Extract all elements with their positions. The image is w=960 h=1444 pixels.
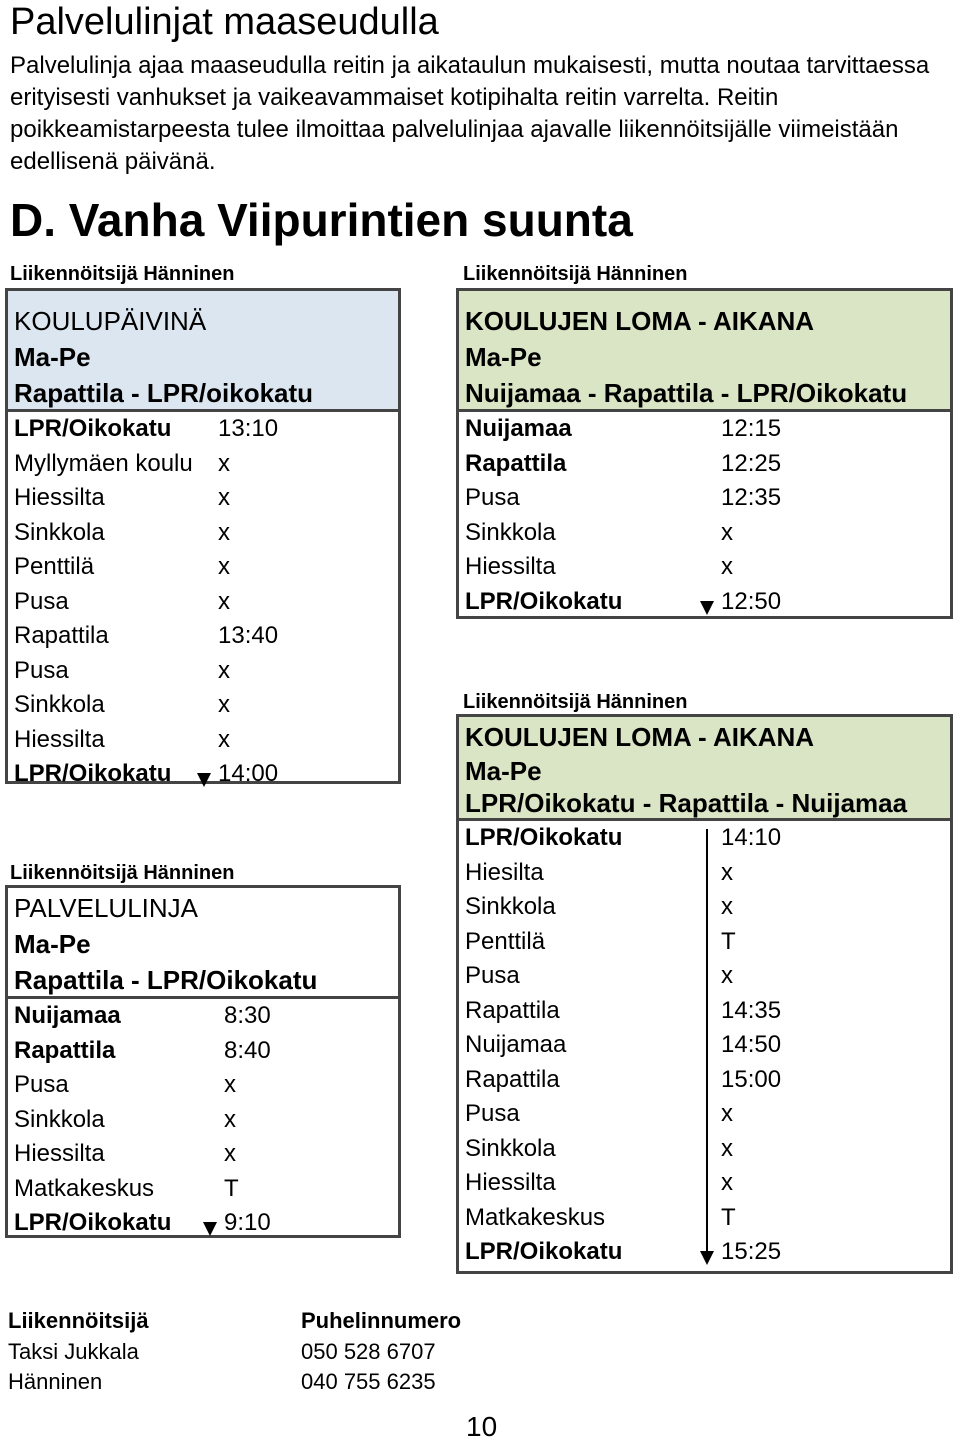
stop-name: Sinkkola [14,518,105,546]
timetable-heading: PALVELULINJA [14,893,199,923]
stop-name: Rapattila [465,1065,560,1093]
timetable-header [8,888,398,999]
stop-name: Penttilä [465,927,546,955]
timetable-body [459,412,950,619]
stop-time: 12:15 [721,415,782,442]
stop-name: Rapattila [465,449,567,477]
timetable-days: Ma-Pe [465,342,542,372]
timetable-header [459,291,950,412]
table-row [8,1137,398,1172]
stop-time: x [224,1071,236,1098]
direction-line [706,829,708,1253]
table-row [459,481,950,516]
table-row [459,994,950,1029]
stop-name: LPR/Oikokatu [14,760,172,787]
table-row [459,1028,950,1063]
stop-name: Sinkkola [465,518,556,546]
stop-time: x [218,449,230,477]
table-row [8,481,398,516]
timetable-route: Rapattila - LPR/oikokatu [14,378,314,408]
stop-time: 12:25 [721,449,782,477]
table-row [8,516,398,551]
table-row [8,447,398,482]
stop-time: 14:00 [218,760,279,787]
timetable-school-days [5,288,401,787]
operator-label: Liikennöitsijä Hänninen [463,691,688,713]
stop-name: Pusa [465,962,520,989]
stop-time: x [721,1134,733,1162]
stop-name: Hiessilta [14,484,105,511]
timetable-header [459,717,950,821]
stop-name: Rapattila [14,1036,116,1064]
table-row [8,619,398,654]
table-row [459,1166,950,1201]
stop-name: Sinkkola [465,893,556,920]
table-row [8,1034,398,1069]
stop-time: x [721,962,733,989]
contact-name: Taksi Jukkala [8,1339,139,1364]
stop-time: 12:50 [721,587,782,615]
section-title: D. Vanha Viipurintien suunta [10,194,633,246]
stop-name: Nuijamaa [465,1031,567,1058]
stop-time: x [721,858,733,886]
stop-name: Pusa [14,587,69,615]
table-row [8,412,398,447]
direction-arrow-icon [203,1222,217,1236]
stop-time: x [218,518,230,546]
timetable-holiday-afternoon [456,714,953,1274]
stop-name: Rapattila [465,996,560,1024]
table-row [459,550,950,585]
stop-time: x [218,587,230,615]
stop-name: Nuijamaa [14,1002,121,1029]
stop-name: LPR/Oikokatu [465,587,623,615]
stop-time: x [224,1140,236,1167]
table-row [459,856,950,891]
stop-time: x [224,1105,236,1133]
stop-name: Hiessilta [465,1169,556,1196]
stop-time: 14:50 [721,1031,782,1058]
intro-paragraph: Palvelulinja ajaa maaseudulla reitin ja aikataulun mukaisesti, mutta noutaa tarvittaessa erityisesti vanhukset ja vaikeavammaiset kotipihalta reitin varrelta. Reitin poikkeamistarpeesta tulee ilmoittaa palvelulinjaa ajavalle liikennöitsijälle viimeistään edellisenä päivänä. [10,52,930,175]
stop-time: x [721,1169,733,1196]
stop-time: x [218,656,230,684]
timetable-body [459,821,950,1270]
stop-time: x [721,1100,733,1127]
stop-name: Pusa [465,1100,520,1127]
table-row [459,516,950,551]
contact-phone: 040 755 6235 [301,1369,436,1394]
table-row [8,1172,398,1207]
stop-name: Hiessilta [465,553,556,580]
table-row [459,959,950,994]
stop-name: Hiessilta [14,1140,105,1167]
stop-time: T [721,927,736,955]
stop-name: Matkakeskus [14,1174,155,1202]
stop-time: 15:00 [721,1065,782,1093]
contact-phone: 050 528 6707 [301,1339,436,1364]
stop-time: x [218,484,230,511]
stop-name: Rapattila [14,622,109,649]
table-row [459,1201,950,1236]
stop-time: 8:40 [224,1036,271,1064]
page-number: 10 [466,1411,498,1442]
table-row [459,1063,950,1098]
stop-time: 12:35 [721,484,782,511]
timetable-header [8,291,398,412]
table-row [459,890,950,925]
timetable-days: Ma-Pe [465,756,542,786]
stop-time: 13:40 [218,622,279,649]
stop-name: Pusa [14,656,69,684]
table-row [8,654,398,689]
stop-name: Myllymäen koulu [14,449,193,477]
timetable-days: Ma-Pe [14,929,91,959]
stop-time: x [721,553,733,580]
stop-time: 14:35 [721,996,782,1024]
timetable-heading: KOULUJEN LOMA - AIKANA [465,722,815,752]
stop-time: x [218,691,230,718]
stop-time: 9:10 [224,1209,271,1236]
stop-time: T [224,1174,239,1202]
stop-name: LPR/Oikokatu [465,824,623,851]
contact-name: Hänninen [8,1369,103,1394]
timetable-days: Ma-Pe [14,342,91,372]
timetable-service-line [5,885,401,1238]
timetable-route: Rapattila - LPR/Oikokatu [14,965,318,995]
operator-label: Liikennöitsijä Hänninen [10,862,235,884]
stop-name: Sinkkola [14,1105,105,1133]
contacts-operator-header: Liikennöitsijä [8,1308,149,1333]
stop-time: T [721,1203,736,1231]
table-row [8,688,398,723]
table-row [459,412,950,447]
stop-name: Pusa [465,484,520,511]
timetable-body [8,412,398,792]
stop-name: Hiessilta [14,725,105,753]
stop-time: 13:10 [218,415,279,442]
direction-arrow-icon [700,1251,714,1265]
stop-time: x [218,553,230,580]
stop-name: Pusa [14,1071,69,1098]
timetable-heading: KOULUJEN LOMA - AIKANA [465,306,815,336]
table-row [8,1103,398,1138]
timetable-route: LPR/Oikokatu - Rapattila - Nuijamaa [465,788,908,818]
stop-name: LPR/Oikokatu [14,415,172,442]
table-row [459,1132,950,1167]
stop-name: Sinkkola [14,691,105,718]
contacts-phone-header: Puhelinnumero [301,1308,462,1333]
stop-time: 15:25 [721,1238,782,1265]
stop-time: 8:30 [224,1002,271,1029]
stop-name: Hiesilta [465,858,544,886]
stop-time: x [721,518,733,546]
table-row [459,925,950,960]
stop-name: LPR/Oikokatu [14,1209,172,1236]
table-row [459,1097,950,1132]
table-row [8,723,398,758]
direction-arrow-icon [700,601,714,615]
table-row [459,447,950,482]
stop-name: Nuijamaa [465,415,572,442]
stop-name: Matkakeskus [465,1203,606,1231]
operator-label: Liikennöitsijä Hänninen [463,263,688,285]
timetable-holiday-morning [456,288,953,619]
timetable-route: Nuijamaa - Rapattila - LPR/Oikokatu [465,378,908,408]
direction-arrow-icon [197,773,211,787]
table-row [8,1068,398,1103]
stop-time: x [218,725,230,753]
stop-name: Penttilä [14,553,95,580]
stop-time: 14:10 [721,824,782,851]
table-row [8,585,398,620]
table-row [8,550,398,585]
page-title: Palvelulinjat maaseudulla [10,1,439,43]
stop-name: LPR/Oikokatu [465,1238,623,1265]
stop-name: Sinkkola [465,1134,556,1162]
table-row [8,999,398,1034]
timetable-heading: KOULUPÄIVINÄ [14,306,207,336]
operator-label: Liikennöitsijä Hänninen [10,263,235,285]
timetable-body [8,999,398,1241]
table-row [459,821,950,856]
stop-time: x [721,893,733,920]
